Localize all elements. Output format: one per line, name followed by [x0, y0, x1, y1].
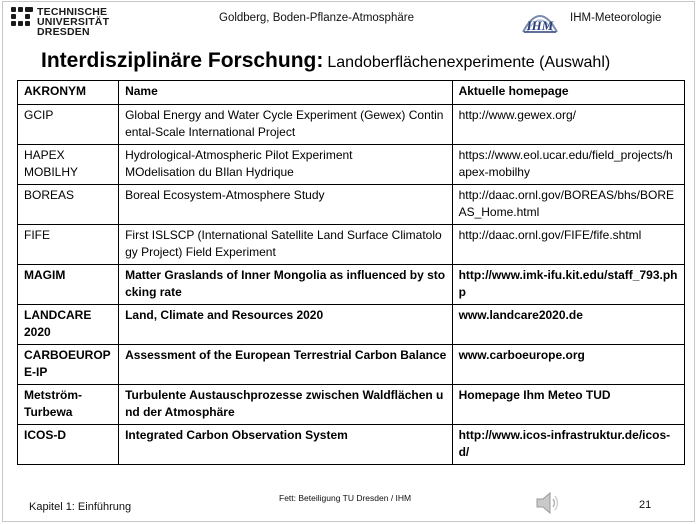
cell-homepage: http://www.icos-infrastruktur.de/icos-d/: [452, 425, 684, 465]
footer-legend-note: Fett: Beteiligung TU Dresden / IHM: [279, 493, 412, 503]
title-main: Interdisziplinäre Forschung:: [41, 49, 324, 72]
slide: [2, 1, 695, 522]
cell-acronym: ICOS-D: [18, 425, 119, 465]
cell-name: Matter Graslands of Inner Mongolia as influenced by stocking rate: [119, 265, 453, 305]
table-row: [18, 265, 685, 305]
header-institute: IHM-Meteorologie: [570, 12, 662, 24]
slide-title: [41, 49, 610, 73]
cell-acronym: HAPEX MOBILHY: [18, 145, 119, 185]
table-row: [18, 425, 685, 465]
title-sub: Landoberflächenexperimente (Auswahl): [327, 54, 611, 71]
tu-dresden-logo-icon: [11, 7, 33, 29]
experiments-table: [17, 80, 685, 465]
table-row: [18, 385, 685, 425]
cell-acronym: MAGIM: [18, 265, 119, 305]
header-name: Name: [119, 81, 453, 105]
cell-acronym: CARBOEUROPE-IP: [18, 345, 119, 385]
cell-homepage: http://daac.ornl.gov/BOREAS/bhs/BOREAS_Home.html: [452, 185, 684, 225]
header-homepage: Aktuelle homepage: [452, 81, 684, 105]
cell-name: Turbulente Austauschprozesse zwischen Waldflächen und der Atmosphäre: [119, 385, 453, 425]
footer-chapter: Kapitel 1: Einführung: [29, 501, 132, 513]
cell-name: Global Energy and Water Cycle Experiment (Gewex) Continental-Scale International Project: [119, 105, 453, 145]
cell-name-line: MOdelisation du BIlan Hydrique: [125, 165, 294, 179]
table-row: [18, 225, 685, 265]
table-row: [18, 185, 685, 225]
tu-dresden-logo: [11, 7, 109, 37]
cell-homepage: www.carboeurope.org: [452, 345, 684, 385]
cell-name: First ISLSCP (International Satellite Land Surface Climatology Project) Field Experiment: [119, 225, 453, 265]
cell-name: [119, 145, 453, 185]
cell-homepage: http://daac.ornl.gov/FIFE/fife.shtml: [452, 225, 684, 265]
cell-acronym: GCIP: [18, 105, 119, 145]
cell-name: Assessment of the European Terrestrial Carbon Balance: [119, 345, 453, 385]
cell-homepage: http://www.gewex.org/: [452, 105, 684, 145]
cell-homepage: Homepage Ihm Meteo TUD: [452, 385, 684, 425]
cell-name: Integrated Carbon Observation System: [119, 425, 453, 465]
table-row: [18, 145, 685, 185]
university-name: [37, 7, 109, 37]
cell-acronym: Metström-Turbewa: [18, 385, 119, 425]
table-row: [18, 305, 685, 345]
cell-acronym: LANDCARE 2020: [18, 305, 119, 345]
page-number: 21: [639, 499, 652, 511]
speaker-icon[interactable]: [534, 489, 562, 517]
header-course-title: Goldberg, Boden-Pflanze-Atmosphäre: [219, 12, 414, 24]
cell-name: Boreal Ecosystem-Atmosphere Study: [119, 185, 453, 225]
cell-homepage: www.landcare2020.de: [452, 305, 684, 345]
university-line-2: UNIVERSITÄT: [37, 16, 110, 28]
cell-name-line: Hydrological-Atmospheric Pilot Experiment: [125, 148, 353, 162]
university-line-3: DRESDEN: [37, 26, 90, 38]
cell-acronym: BOREAS: [18, 185, 119, 225]
university-line-1: TECHNISCHE: [37, 6, 108, 18]
cell-acronym: FIFE: [18, 225, 119, 265]
table-header-row: [18, 81, 685, 105]
cell-name: Land, Climate and Resources 2020: [119, 305, 453, 345]
ihm-logo-icon: [520, 6, 560, 34]
header-acronym: AKRONYM: [18, 81, 119, 105]
table-row: [18, 345, 685, 385]
cell-homepage: http://www.imk-ifu.kit.edu/staff_793.php: [452, 265, 684, 305]
cell-homepage: https://www.eol.ucar.edu/field_projects/hapex-mobilhy: [452, 145, 684, 185]
ihm-logo-text: IHM: [526, 18, 554, 33]
table-row: [18, 105, 685, 145]
